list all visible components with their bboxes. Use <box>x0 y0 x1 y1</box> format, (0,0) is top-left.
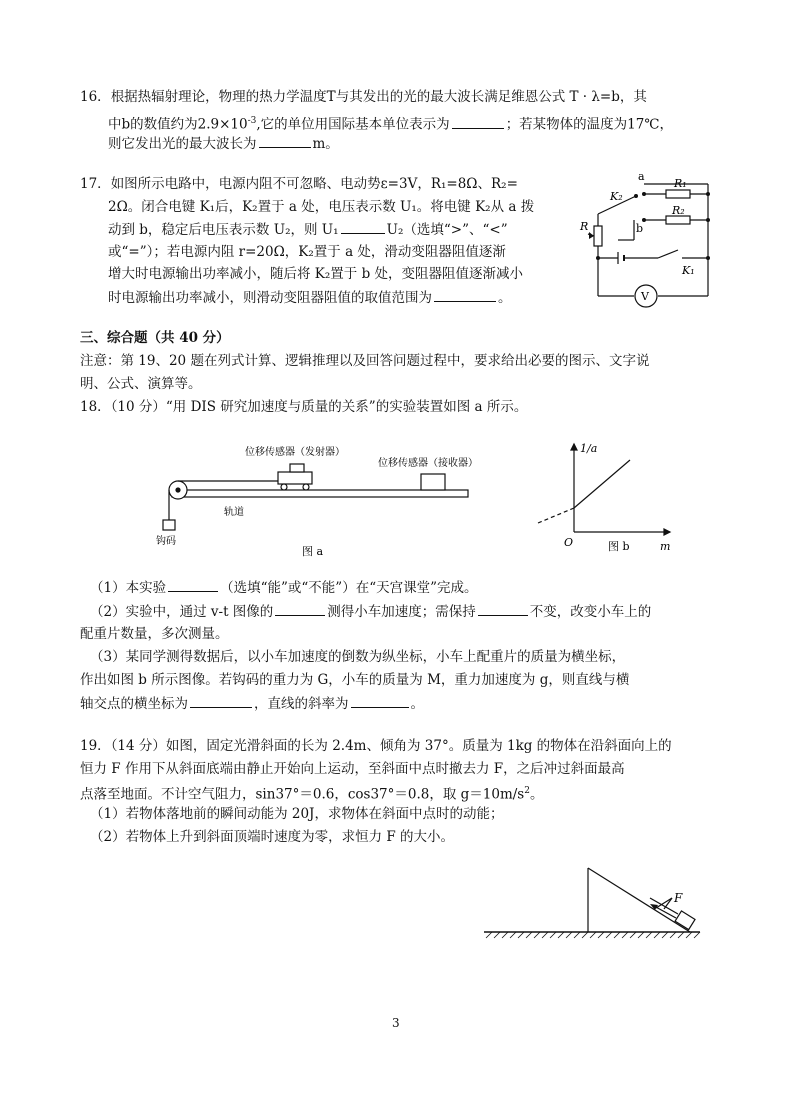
q18-number: 18． <box>80 399 111 415</box>
section-3-note-1: 注意：第 19、20 题在列式计算、逻辑推理以及回答问题过程中，要求给出必要的图示、文字说 <box>80 353 650 369</box>
section-3-note-2: 明、公式、演算等。 <box>80 376 202 392</box>
q18-blank-5[interactable] <box>351 694 409 708</box>
circuit-label-R2: R₂ <box>672 204 685 217</box>
fig-a-caption: 图 a <box>302 545 324 558</box>
q16-blank-2[interactable] <box>259 134 311 148</box>
fig-a-weight-label: 钩码 <box>156 536 176 547</box>
section-3-title: 三、综合题（共 40 分） <box>80 330 230 346</box>
q18-blank-1[interactable] <box>168 578 218 592</box>
q17-number: 17． <box>80 176 111 192</box>
q18-blank-4[interactable] <box>190 694 252 708</box>
q17-line-4: 或“=”）；若电源内阻 r=20Ω，K₂置于 a 处，滑动变阻器阻值逐渐 <box>108 244 506 260</box>
incline-force-label: F <box>674 891 683 905</box>
q17-circuit-diagram <box>578 170 718 310</box>
fig-a-sensor-tx-label: 位移传感器（发射器） <box>245 447 345 458</box>
q19-line-2: 恒力 F 作用下从斜面底端由静止开始向上运动，至斜面中点时撤去力 F，之后冲过斜面最高 <box>80 761 625 777</box>
q18-sub-3-line-1: （3）某同学测得数据后，以小车加速度的倒数为纵坐标，小车上配重片的质量为横坐标， <box>90 649 626 665</box>
q16-line-2: 中b的数值约为$2.9\times 10^{-3}$,它的单位用国际基本单位表示为 ；若某物体的温度为17℃， <box>108 116 673 133</box>
q19-line-3: 点落至地面。不计空气阻力，sin37°＝0.6，cos37°＝0.8，取 $g=10m/s^2$。 <box>80 786 544 803</box>
circuit-label-b: b <box>636 222 644 235</box>
q16-blank-1[interactable] <box>452 115 504 129</box>
q17-blank-1[interactable] <box>341 220 385 234</box>
circuit-label-V: V <box>641 290 649 303</box>
q17-line-5: 增大时电源输出功率减小，随后将 K₂置于 b 处，变阻器阻值逐渐减小 <box>108 266 524 282</box>
q18-sub-3-line-2: 作出如图 b 所示图像。若钩码的重力为 G，小车的质量为 M，重力加速度为 g，则直线与横 <box>80 672 630 688</box>
fig-b-xlabel: m <box>660 540 671 553</box>
fig-a-sensor-rx-label: 位移传感器（接收器） <box>378 458 478 469</box>
q16-line-3: 则它发出光的最大波长为 m。 <box>108 136 339 152</box>
q16-number: 16． <box>80 89 111 105</box>
fig-b-caption: 图 b <box>608 540 630 553</box>
q19-sub-1: （1）若物体落地前的瞬间动能为 20J，求物体在斜面中点时的动能； <box>90 806 504 822</box>
q18-sub-2-cont: 配重片数量，多次测量。 <box>80 626 229 642</box>
circuit-label-K2: K₂ <box>610 190 623 203</box>
q18-figure-a <box>150 440 480 565</box>
q17-line-6: 时电源输出功率减小，则滑动变阻器阻值的取值范围为 。 <box>108 290 512 306</box>
q17-line-3: 动到 b，稳定后电压表示数 U₂，则 U₁ U₂（选填“>”、“<” <box>108 222 508 238</box>
q18-sub-3-line-3: 轴交点的横坐标为 ，直线的斜率为 。 <box>80 696 424 712</box>
fig-a-track-label: 轨道 <box>224 507 244 518</box>
q18-line-1: 18．（10 分）“用 DIS 研究加速度与质量的关系”的实验装置如图 a 所示。 <box>80 399 528 415</box>
circuit-label-R: R <box>580 220 589 233</box>
q19-number: 19． <box>80 738 111 754</box>
q18-blank-2[interactable] <box>275 602 325 616</box>
q17-line-2: 2Ω。闭合电键 K₁后，K₂置于 a 处，电压表示数 U₁。将电键 K₂从 a 拨 <box>108 199 535 215</box>
circuit-label-a: a <box>638 170 645 183</box>
q18-sub-1: （1）本实验 （选填“能”或“不能”）在“天宫课堂”完成。 <box>90 580 478 596</box>
circuit-label-K1: K₁ <box>682 264 695 277</box>
q19-sub-2: （2）若物体上升到斜面顶端时速度为零，求恒力 F 的大小。 <box>90 829 455 845</box>
q18-figure-b <box>530 440 680 555</box>
fig-b-ylabel: 1/a <box>580 442 598 455</box>
q16-line-1: 16．根据热辐射理论，物理的热力学温度T与其发出的光的最大波长满足维恩公式 T · λ=b，其 <box>80 89 647 105</box>
q19-line-1: 19．（14 分）如图，固定光滑斜面的长为 2.4m、倾角为 37°。质量为 1kg 的物体在沿斜面向上的 <box>80 738 672 754</box>
q17-blank-2[interactable] <box>434 288 496 302</box>
q18-sub-2: （2）实验中，通过 v-t 图像的 测得小车加速度；需保持 不变，改变小车上的 <box>90 604 652 620</box>
q19-incline-figure <box>478 862 708 944</box>
q17-line-1: 17．如图所示电路中，电源内阻不可忽略、电动势ε=3V，R₁=8Ω、R₂= <box>80 176 518 192</box>
circuit-label-R1: R₁ <box>674 177 687 190</box>
fig-b-origin: O <box>564 536 574 549</box>
page-number: 3 <box>392 1016 400 1030</box>
q18-blank-3[interactable] <box>478 602 528 616</box>
